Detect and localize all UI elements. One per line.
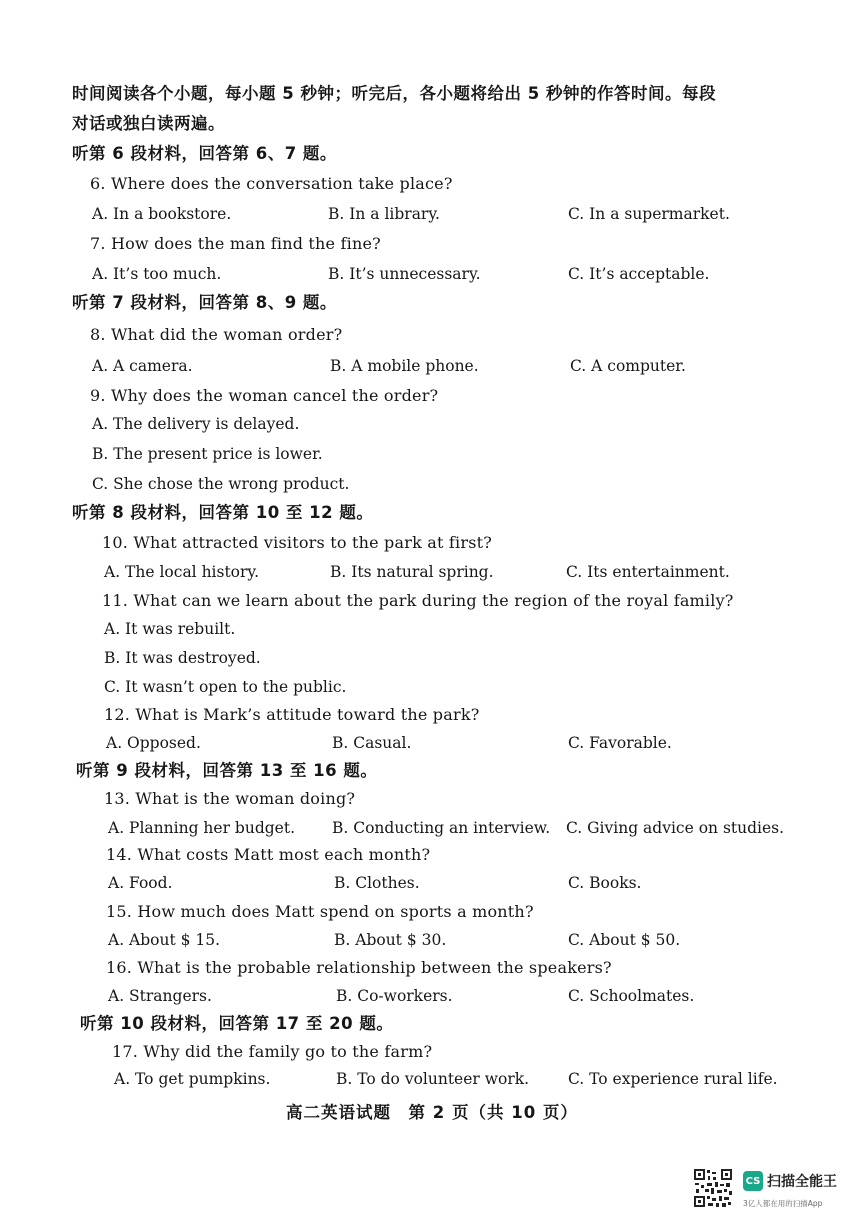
question-8: 8. What did the woman order? bbox=[90, 325, 343, 344]
question-12: 12. What is Mark’s attitude toward the park? bbox=[104, 705, 480, 724]
option-11-b: B. It was destroyed. bbox=[104, 649, 261, 667]
option-15-b: B. About $ 30. bbox=[334, 931, 447, 949]
option-9-a: A. The delivery is delayed. bbox=[92, 415, 300, 433]
question-17: 17. Why did the family go to the farm? bbox=[112, 1042, 433, 1061]
option-13-c: C. Giving advice on studies. bbox=[566, 819, 785, 837]
option-11-c: C. It wasn’t open to the public. bbox=[104, 678, 347, 696]
option-14-a: A. Food. bbox=[108, 874, 173, 892]
section-heading: 听第 6 段材料，回答第 6、7 题。 bbox=[72, 144, 337, 163]
option-14-b: B. Clothes. bbox=[334, 874, 420, 892]
option-12-c: C. Favorable. bbox=[568, 734, 672, 752]
camscanner-logo-icon: CS bbox=[743, 1171, 763, 1191]
option-16-c: C. Schoolmates. bbox=[568, 987, 695, 1005]
option-15-a: A. About $ 15. bbox=[108, 931, 221, 949]
question-16: 16. What is the probable relationship between the speakers? bbox=[106, 958, 612, 977]
option-8-b: B. A mobile phone. bbox=[330, 357, 479, 375]
option-16-b: B. Co-workers. bbox=[336, 987, 453, 1005]
option-7-c: C. It’s acceptable. bbox=[568, 265, 710, 283]
question-13: 13. What is the woman doing? bbox=[104, 789, 356, 808]
section-heading: 听第 10 段材料，回答第 17 至 20 题。 bbox=[80, 1014, 394, 1033]
instruction-line-1: 时间阅读各个小题，每小题 5 秒钟；听完后，各小题将给出 5 秒钟的作答时间。每段 bbox=[72, 84, 716, 103]
option-8-c: C. A computer. bbox=[570, 357, 686, 375]
option-13-a: A. Planning her budget. bbox=[108, 819, 295, 837]
option-16-a: A. Strangers. bbox=[108, 987, 212, 1005]
option-10-c: C. Its entertainment. bbox=[566, 563, 730, 581]
option-6-a: A. In a bookstore. bbox=[92, 205, 232, 223]
section-heading: 听第 8 段材料，回答第 10 至 12 题。 bbox=[72, 503, 374, 522]
question-7: 7. How does the man find the fine? bbox=[90, 234, 381, 253]
option-12-b: B. Casual. bbox=[332, 734, 412, 752]
option-6-b: B. In a library. bbox=[328, 205, 440, 223]
question-10: 10. What attracted visitors to the park at first? bbox=[102, 533, 493, 552]
scanner-watermark bbox=[693, 1168, 853, 1218]
question-9: 9. Why does the woman cancel the order? bbox=[90, 386, 439, 405]
page-footer: 高二英语试题 第 2 页（共 10 页） bbox=[286, 1103, 578, 1122]
option-8-a: A. A camera. bbox=[92, 357, 193, 375]
qr-code-icon bbox=[693, 1168, 733, 1208]
option-10-a: A. The local history. bbox=[104, 563, 260, 581]
option-10-b: B. Its natural spring. bbox=[330, 563, 494, 581]
question-15: 15. How much does Matt spend on sports a month? bbox=[106, 902, 534, 921]
option-17-b: B. To do volunteer work. bbox=[336, 1070, 530, 1088]
option-9-c: C. She chose the wrong product. bbox=[92, 475, 350, 493]
option-9-b: B. The present price is lower. bbox=[92, 445, 323, 463]
option-12-a: A. Opposed. bbox=[106, 734, 201, 752]
section-heading: 听第 7 段材料，回答第 8、9 题。 bbox=[72, 293, 337, 312]
watermark-tagline: 3亿人都在用的扫描App bbox=[743, 1199, 823, 1208]
option-17-c: C. To experience rural life. bbox=[568, 1070, 778, 1088]
option-7-a: A. It’s too much. bbox=[92, 265, 222, 283]
instruction-line-2: 对话或独白读两遍。 bbox=[72, 114, 225, 133]
option-11-a: A. It was rebuilt. bbox=[104, 620, 236, 638]
question-11: 11. What can we learn about the park during the region of the royal family? bbox=[102, 591, 734, 610]
option-13-b: B. Conducting an interview. bbox=[332, 819, 551, 837]
question-6: 6. Where does the conversation take place? bbox=[90, 174, 453, 193]
section-heading: 听第 9 段材料，回答第 13 至 16 题。 bbox=[76, 761, 378, 780]
option-17-a: A. To get pumpkins. bbox=[114, 1070, 271, 1088]
question-14: 14. What costs Matt most each month? bbox=[106, 845, 431, 864]
option-15-c: C. About $ 50. bbox=[568, 931, 681, 949]
option-7-b: B. It’s unnecessary. bbox=[328, 265, 481, 283]
option-14-c: C. Books. bbox=[568, 874, 642, 892]
watermark-brand-name: 扫描全能王 bbox=[767, 1174, 837, 1190]
option-6-c: C. In a supermarket. bbox=[568, 205, 730, 223]
